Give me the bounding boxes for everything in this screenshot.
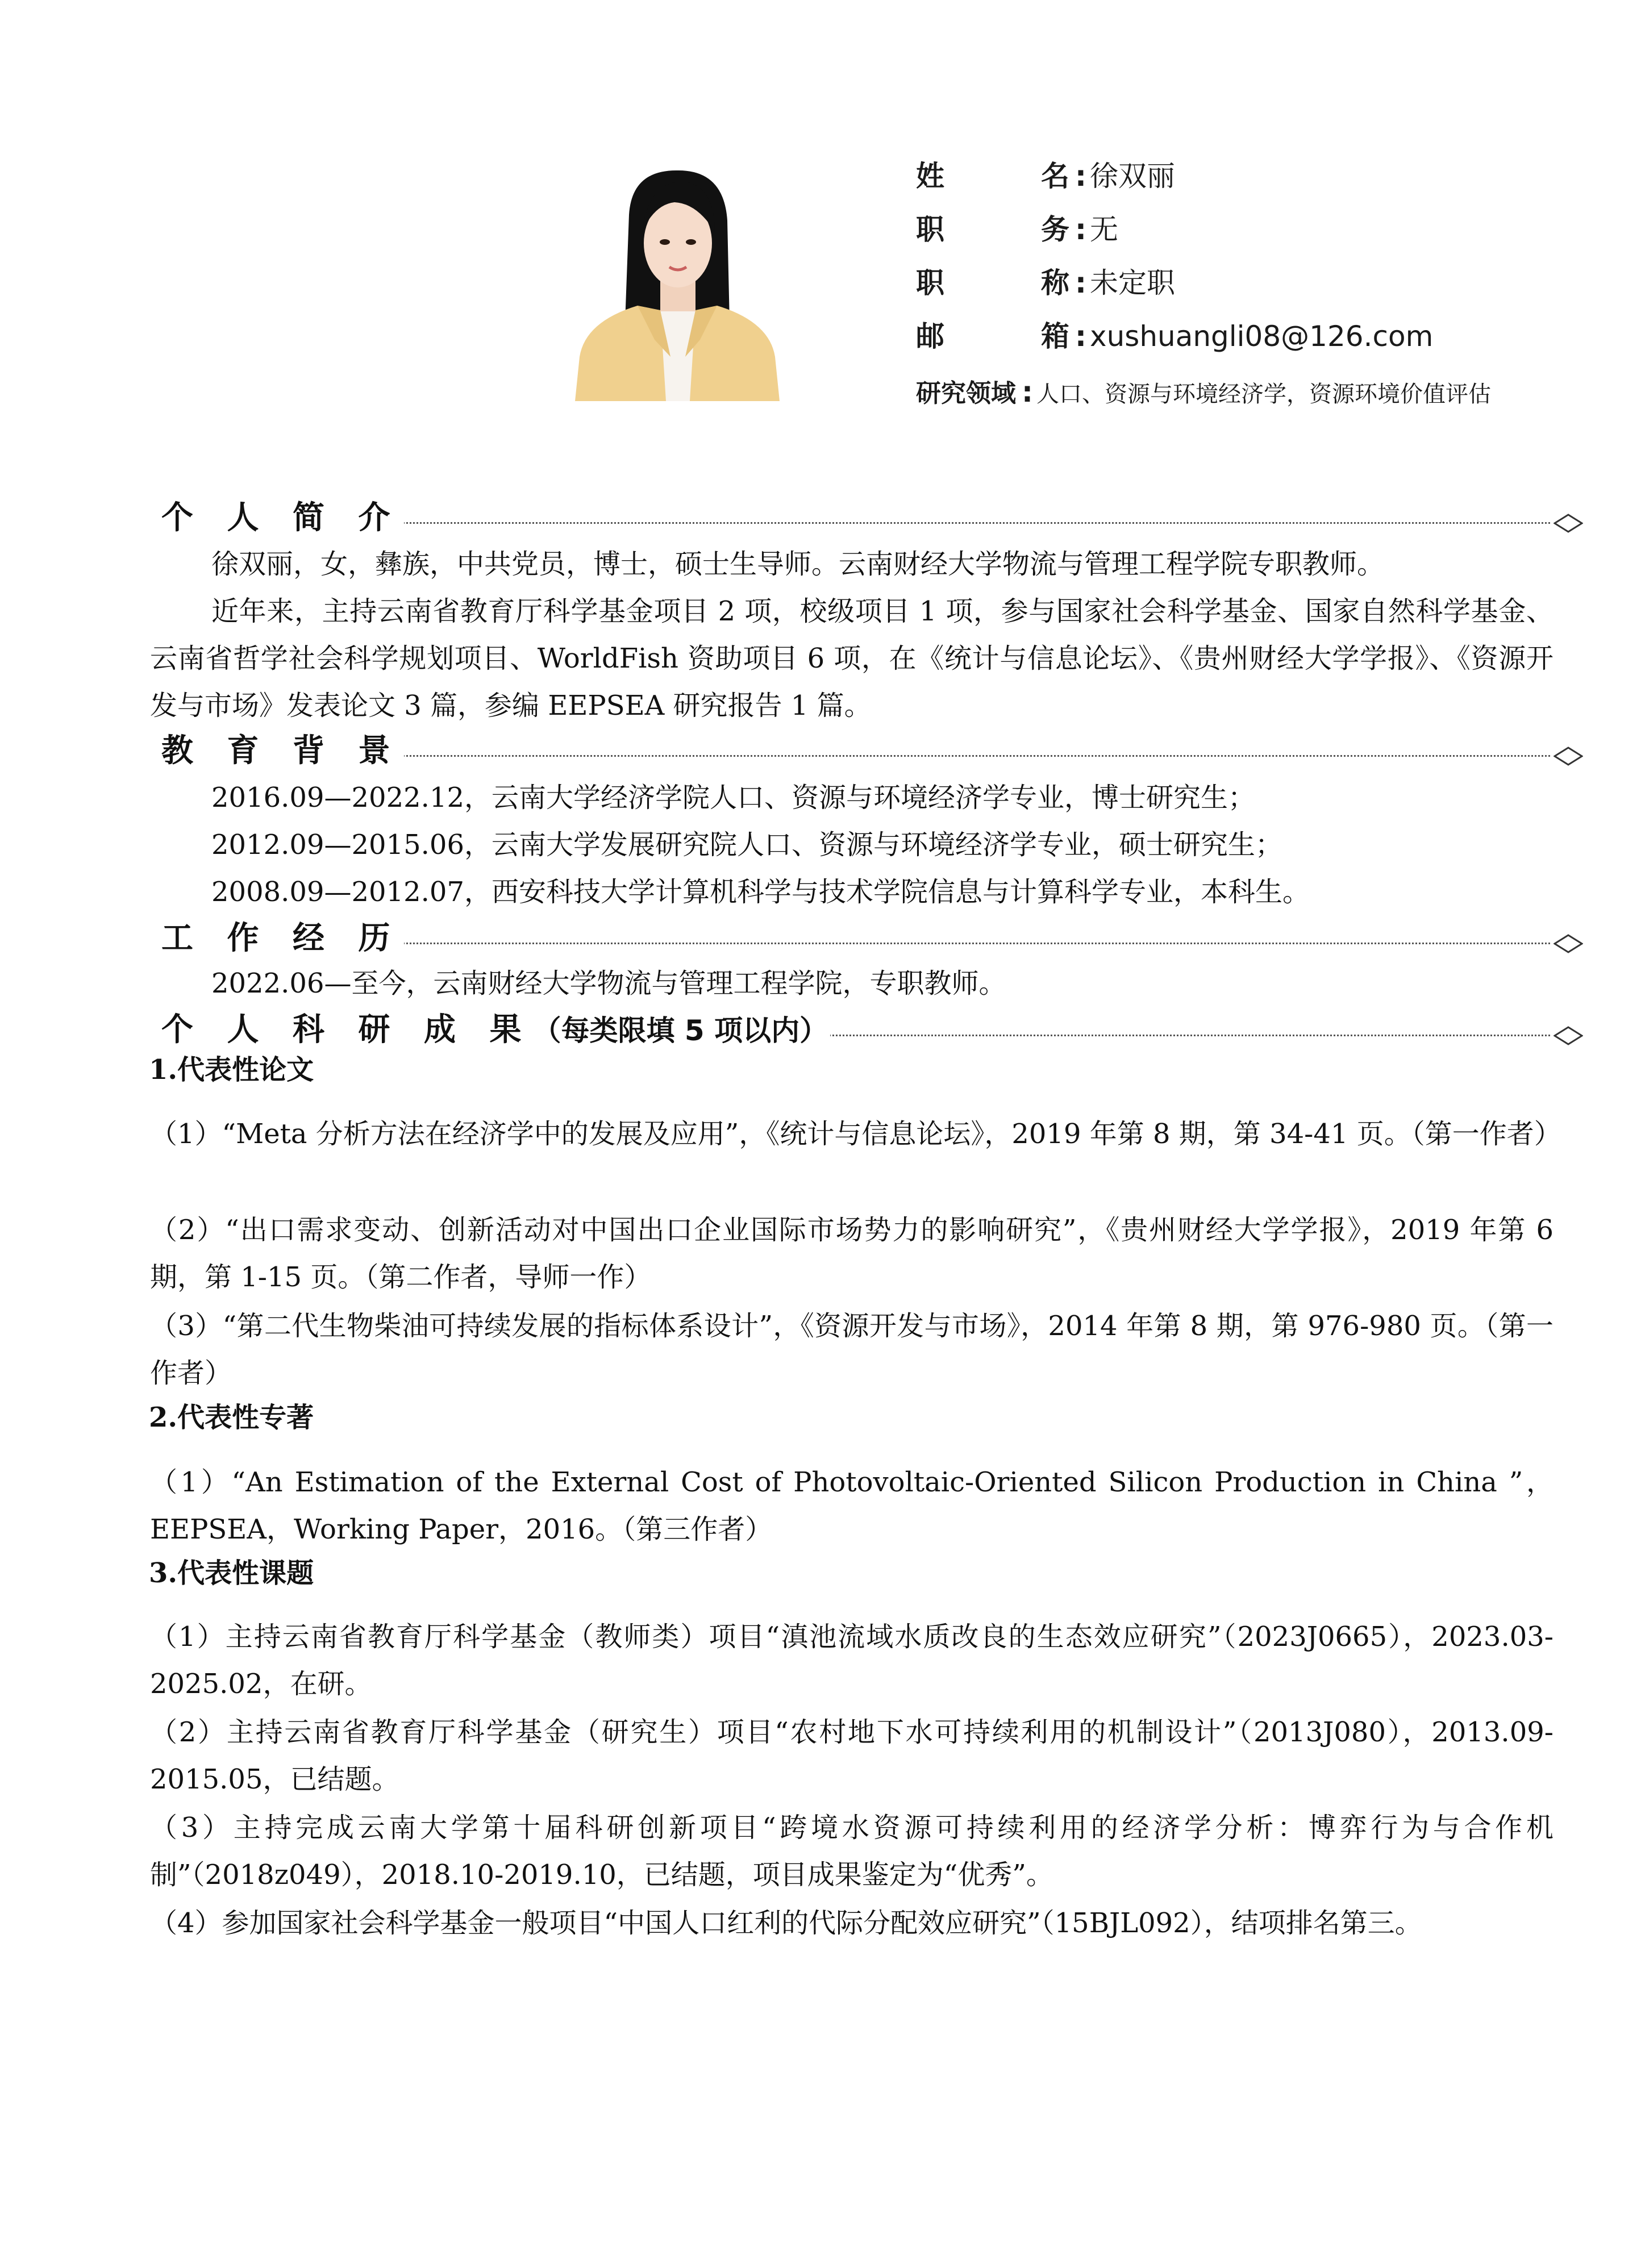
education-item: 2016.09—2022.12，云南大学经济学院人口、资源与环境经济学专业，博士研究生； <box>211 782 1255 814</box>
info-position: 职 务 : 无 <box>916 207 1118 248</box>
paper-item: （2）“出口需求变动、创新活动对中国出口企业国际市场势力的影响研究”，《贵州财经大学学报》，2019 年第 6 期，第 1-15 页。（第二作者，导师一作） <box>150 1214 1563 1293</box>
books-heading: 2.代表性专著 <box>149 1402 314 1433</box>
profile-photo <box>575 169 780 401</box>
diamond-icon <box>1553 934 1583 953</box>
section-education-header <box>161 733 1583 769</box>
projects-heading: 3.代表性课题 <box>149 1557 314 1589</box>
email-label: 邮 <box>916 320 944 353</box>
work-item: 2022.06—至今，云南财经大学物流与管理工程学院，专职教师。 <box>211 968 1006 999</box>
position-label: 职 <box>916 213 944 246</box>
project-item: （2）主持云南省教育厅科学基金（研究生）项目“农村地下水可持续利用的机制设计”（2013J080），2013.09-2015.05，已结题。 <box>150 1716 1553 1795</box>
info-title: 职 称 : 未定职 <box>916 260 1175 301</box>
section-research-header <box>161 1012 1583 1049</box>
name-label: 姓 <box>916 160 944 193</box>
section-title: 个 人 科 研 成 果（每类限填 5 项以内） <box>161 1012 830 1049</box>
intro-paragraph-1: 徐双丽，女，彝族，中共党员，博士，硕士生导师。云南财经大学物流与管理工程学院专职教师。 <box>211 548 1385 580</box>
project-item: （4）参加国家社会科学基金一般项目“中国人口红利的代际分配效应研究”（15BJL092），结项排名第三。 <box>150 1907 1422 1939</box>
section-work-header <box>161 920 1583 957</box>
papers-heading: 1.代表性论文 <box>149 1054 314 1086</box>
section-title: 个 人 简 介 <box>161 500 404 536</box>
position-value: 无 <box>1090 213 1118 246</box>
book-item: （1）“An Estimation of the External Cost of Photovoltaic-Oriented Silicon Production in China ”， EEPSEA，Working Paper，2016。（第三作者） <box>150 1466 1563 1545</box>
info-research: 研究领域 : 人口、资源与环境经济学，资源环境价值评估 <box>916 373 1491 409</box>
education-item: 2012.09—2015.06，云南大学发展研究院人口、资源与环境经济学专业，硕士研究生； <box>211 829 1282 861</box>
project-item: （3）主持完成云南大学第十届科研创新项目“跨境水资源可持续利用的经济学分析：博弈行为与合作机制”（2018z049），2018.10-2019.10，已结题，项目成果鉴定为“优秀”。 <box>150 1812 1553 1891</box>
title-value: 未定职 <box>1090 266 1175 299</box>
section-intro-header <box>161 500 1583 536</box>
info-name: 姓 名 : 徐双丽 <box>916 153 1175 194</box>
research-value: 人口、资源与环境经济学，资源环境价值评估 <box>1036 381 1491 407</box>
paper-item: （3）“第二代生物柴油可持续发展的指标体系设计”，《资源开发与市场》，2014 年第 8 期，第 976-980 页。（第一作者） <box>150 1310 1553 1389</box>
project-item: （1）主持云南省教育厅科学基金（教师类）项目“滇池流域水质改良的生态效应研究”（2023J0665），2023.03-2025.02，在研。 <box>150 1621 1553 1700</box>
research-label: 研究领域 <box>916 379 1016 408</box>
section-title: 教 育 背 景 <box>161 733 404 769</box>
intro-paragraph-2: 近年来，主持云南省教育厅科学基金项目 2 项，校级项目 1 项，参与国家社会科学基金、国家自然科学基金、云南省哲学社会科学规划项目、WorldFish 资助项目 6 项，在《统计与信息论坛》、《贵州财经大学学报》、《资源开发与市场》发表论文 3 篇，参编 EEPSEA 研究报告 1 篇。 <box>150 595 1553 722</box>
email-value: xushuangli08@126.com <box>1090 320 1434 353</box>
name-value: 徐双丽 <box>1090 160 1175 193</box>
education-item: 2008.09—2012.07，西安科技大学计算机科学与技术学院信息与计算科学专业，本科生。 <box>211 876 1310 908</box>
section-title: 工 作 经 历 <box>161 920 404 957</box>
section-note: （每类限填 5 项以内） <box>532 1014 828 1047</box>
diamond-icon <box>1553 747 1583 766</box>
title-label: 职 <box>916 266 944 299</box>
paper-item: （1）“Meta 分析方法在经济学中的发展及应用”，《统计与信息论坛》，2019 年第 8 期，第 34-41 页。（第一作者） <box>150 1118 1561 1150</box>
info-email: 邮 箱 : xushuangli08@126.com <box>916 314 1433 355</box>
diamond-icon <box>1553 514 1583 533</box>
diamond-icon <box>1553 1026 1583 1045</box>
